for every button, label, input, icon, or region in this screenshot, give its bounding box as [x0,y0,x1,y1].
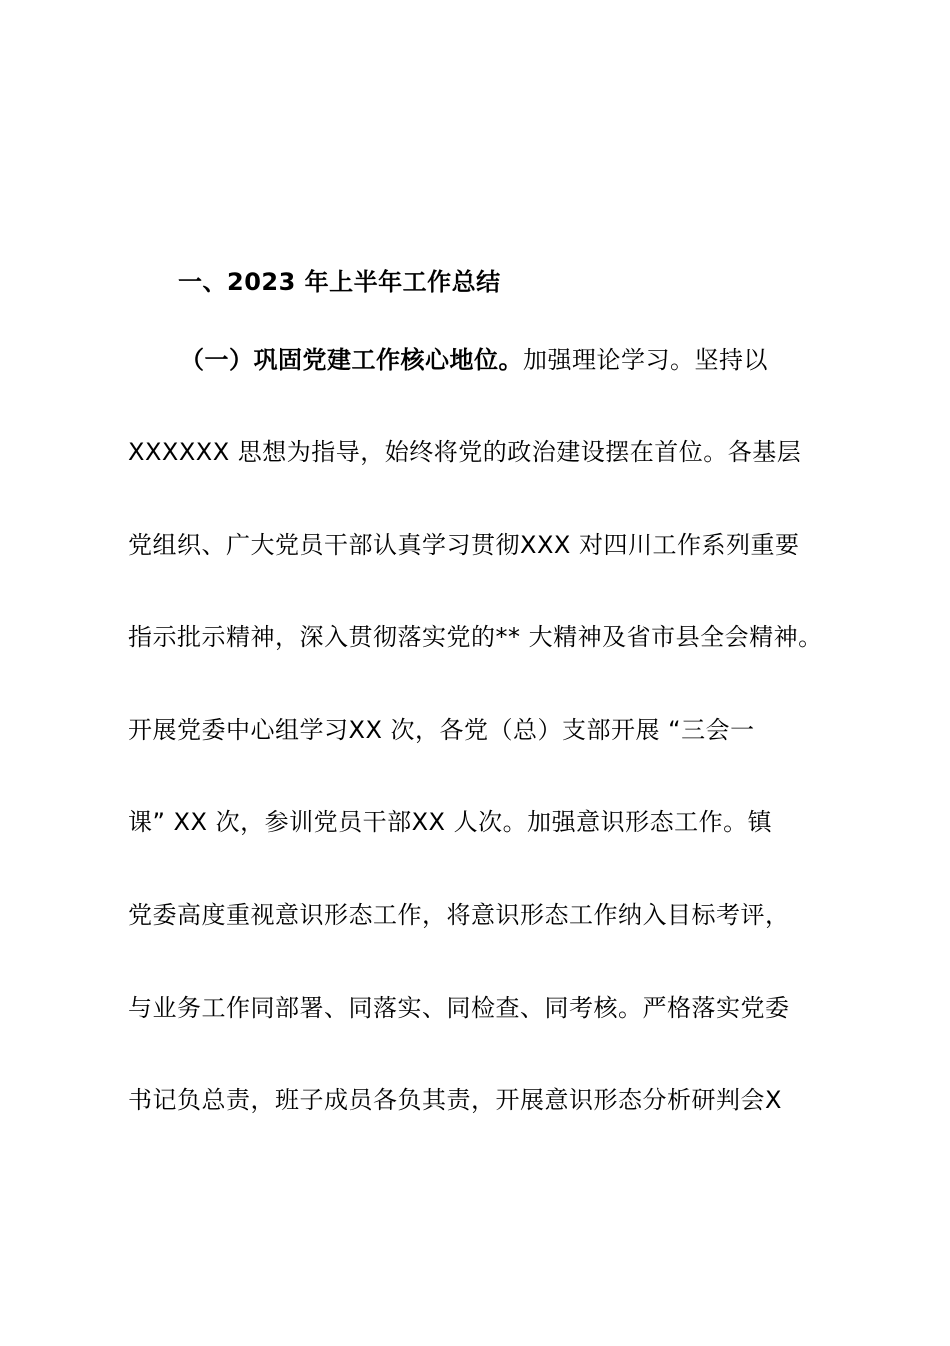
paragraph-line-8: 与业务工作同部署、同落实、同检查、同考核。严格落实党委 [128,994,790,1022]
paragraph-line-3: 党组织、广大党员干部认真学习贯彻XXX 对四川工作系列重要 [128,531,800,559]
paragraph-line-1 [180,340,768,380]
subsection-title: （一）巩固党建工作核心地位。 [180,346,523,374]
paragraph-lead-text: 加强理论学习。坚持以 [523,346,768,374]
paragraph-line-2: XXXXXX 思想为指导，始终将党的政治建设摆在首位。各基层 [128,438,802,466]
paragraph-line-6: 课” XX 次，参训党员干部XX 人次。加强意识形态工作。镇 [128,808,773,836]
section-heading: 一、2023 年上半年工作总结 [178,268,501,296]
paragraph-line-5: 开展党委中心组学习XX 次，各党（总）支部开展 “三会一 [128,716,755,744]
paragraph-line-4: 指示批示精神，深入贯彻落实党的** 大精神及省市县全会精神。 [128,623,823,651]
paragraph-line-9: 书记负总责，班子成员各负其责，开展意识形态分析研判会X [128,1086,782,1114]
paragraph-line-7: 党委高度重视意识形态工作，将意识形态工作纳入目标考评， [128,901,790,929]
